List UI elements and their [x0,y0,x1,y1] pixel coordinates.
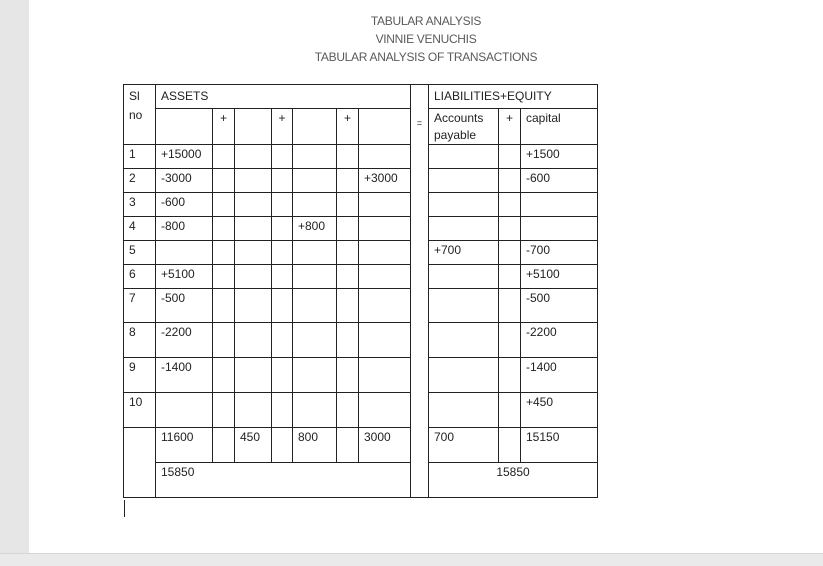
transactions-table [123,84,598,498]
assets-cell[interactable] [235,193,272,217]
plus-gap-cell[interactable] [499,358,521,393]
status-bar [0,553,823,566]
capital-header[interactable]: capital [521,109,598,145]
grand-total-liabilities-equity[interactable]: 15850 [429,463,598,498]
assets-cell[interactable] [359,289,411,323]
title-line-1: TABULAR ANALYSIS [370,14,482,28]
plus-gap-cell[interactable] [272,241,293,265]
assets-cell[interactable]: -3000 [156,169,213,193]
sl-no-cell[interactable]: 10 [124,393,156,428]
sl-no-cell[interactable]: 4 [124,217,156,241]
plus-gap-cell[interactable] [272,323,293,358]
assets-cell[interactable] [235,358,272,393]
accounts-payable-cell[interactable] [429,265,499,289]
table-body [124,85,598,498]
assets-cell[interactable]: -1400 [156,358,213,393]
plus-gap-cell[interactable] [499,265,521,289]
plus-gap-cell[interactable] [499,393,521,428]
accounts-payable-cell[interactable] [429,145,499,169]
capital-cell[interactable]: -600 [521,169,598,193]
assets-cell[interactable] [235,145,272,169]
assets-cell[interactable] [359,193,411,217]
assets-cell[interactable] [235,265,272,289]
plus-sign[interactable]: + [337,109,359,145]
assets-cell[interactable] [293,145,337,169]
assets-cell[interactable] [235,169,272,193]
table-row [124,109,598,145]
assets-cell[interactable]: -600 [156,193,213,217]
assets-cell[interactable] [293,193,337,217]
plus-gap-cell[interactable] [499,193,521,217]
plus-gap-cell[interactable] [272,393,293,428]
assets-sub-1[interactable] [156,109,213,145]
plus-gap-cell[interactable] [337,428,359,463]
plus-gap-cell[interactable] [213,393,235,428]
table-row [124,145,598,169]
plus-gap-cell[interactable] [272,169,293,193]
assets-cell[interactable] [359,145,411,169]
assets-cell[interactable] [235,323,272,358]
capital-cell[interactable]: -700 [521,241,598,265]
table-row [124,428,598,463]
plus-gap-cell[interactable] [499,169,521,193]
assets-cell[interactable] [235,217,272,241]
sl-no-empty[interactable] [124,428,156,498]
accounts-payable-cell[interactable] [429,393,499,428]
assets-header[interactable]: ASSETS [156,85,411,109]
plus-gap-cell[interactable] [337,193,359,217]
total-cell[interactable]: 3000 [359,428,411,463]
sl-no-cell[interactable]: 2 [124,169,156,193]
plus-gap-cell[interactable] [499,241,521,265]
plus-gap-cell[interactable] [337,145,359,169]
table-row [124,265,598,289]
accounts-payable-cell[interactable] [429,323,499,358]
assets-cell[interactable] [293,323,337,358]
table-row [124,289,598,323]
assets-cell[interactable]: -500 [156,289,213,323]
plus-gap-cell[interactable] [272,428,293,463]
table-row [124,217,598,241]
grand-total-assets[interactable]: 15850 [156,463,411,498]
table-row [124,463,598,498]
plus-gap-cell[interactable] [499,428,521,463]
table-row [124,393,598,428]
capital-cell[interactable]: -500 [521,289,598,323]
assets-cell[interactable] [359,265,411,289]
text-cursor [124,500,125,517]
assets-cell[interactable] [235,393,272,428]
total-cell[interactable]: 450 [235,428,272,463]
plus-gap-cell[interactable] [337,358,359,393]
capital-cell[interactable] [521,217,598,241]
capital-cell[interactable]: -2200 [521,323,598,358]
table-row [124,358,598,393]
liabilities-equity-header[interactable]: LIABILITIES+EQUITY [429,85,598,109]
plus-gap-cell[interactable] [337,393,359,428]
plus-sign[interactable]: + [499,109,521,145]
assets-cell[interactable] [293,358,337,393]
left-gutter [0,0,29,553]
plus-gap-cell[interactable] [499,289,521,323]
assets-cell[interactable] [156,393,213,428]
assets-cell[interactable] [156,241,213,265]
accounts-payable-header[interactable]: Accounts payable [429,109,499,145]
sl-no-cell[interactable]: 6 [124,265,156,289]
plus-sign[interactable]: + [272,109,293,145]
table-row [124,85,598,109]
assets-cell[interactable] [293,241,337,265]
title-line-2: VINNIE VENUCHIS [375,32,477,46]
total-cell[interactable]: 15150 [521,428,598,463]
accounts-payable-cell[interactable] [429,358,499,393]
plus-sign[interactable]: + [213,109,235,145]
plus-gap-cell[interactable] [213,358,235,393]
plus-gap-cell[interactable] [337,217,359,241]
table-row [124,241,598,265]
plus-gap-cell[interactable] [499,145,521,169]
plus-gap-cell[interactable] [213,145,235,169]
plus-gap-cell[interactable] [213,241,235,265]
plus-gap-cell[interactable] [213,289,235,323]
assets-cell[interactable]: +3000 [359,169,411,193]
capital-cell[interactable] [521,193,598,217]
plus-gap-cell[interactable] [337,265,359,289]
plus-gap-cell[interactable] [337,169,359,193]
document-header [29,12,823,66]
sl-no-cell[interactable]: 9 [124,358,156,393]
assets-cell[interactable]: +15000 [156,145,213,169]
sl-no-cell[interactable]: 5 [124,241,156,265]
assets-cell[interactable] [293,289,337,323]
assets-sub-3[interactable] [293,109,337,145]
capital-cell[interactable]: +1500 [521,145,598,169]
sl-no-cell[interactable]: 7 [124,289,156,323]
assets-cell[interactable] [359,323,411,358]
plus-gap-cell[interactable] [337,289,359,323]
plus-gap-cell[interactable] [272,265,293,289]
plus-gap-cell[interactable] [213,428,235,463]
assets-cell[interactable] [293,169,337,193]
sl-no-cell[interactable]: 8 [124,323,156,358]
plus-gap-cell[interactable] [213,265,235,289]
sl-no-cell[interactable]: 1 [124,145,156,169]
total-cell[interactable]: 800 [293,428,337,463]
assets-cell[interactable]: +800 [293,217,337,241]
title-line-3: TABULAR ANALYSIS OF TRANSACTIONS [314,50,538,64]
assets-cell[interactable] [359,393,411,428]
capital-cell[interactable]: +5100 [521,265,598,289]
plus-gap-cell[interactable] [213,217,235,241]
sl-no-cell[interactable]: 3 [124,193,156,217]
plus-gap-cell[interactable] [499,217,521,241]
total-cell[interactable]: 700 [429,428,499,463]
accounts-payable-cell[interactable] [429,169,499,193]
table-row [124,169,598,193]
plus-gap-cell[interactable] [213,169,235,193]
equals-sign: = [416,118,423,128]
assets-cell[interactable] [293,393,337,428]
capital-cell[interactable]: -1400 [521,358,598,393]
table-row [124,323,598,358]
plus-gap-cell[interactable] [337,323,359,358]
sl-no-header[interactable]: Sl no [124,85,156,145]
plus-gap-cell[interactable] [213,323,235,358]
plus-gap-cell[interactable] [499,323,521,358]
assets-cell[interactable] [359,358,411,393]
assets-sub-2[interactable] [235,109,272,145]
assets-cell[interactable] [293,265,337,289]
plus-gap-cell[interactable] [272,289,293,323]
table-row [124,193,598,217]
accounts-payable-cell[interactable] [429,193,499,217]
assets-cell[interactable]: +5100 [156,265,213,289]
plus-gap-cell[interactable] [272,217,293,241]
assets-cell[interactable] [359,217,411,241]
plus-gap-cell[interactable] [213,193,235,217]
accounts-payable-cell[interactable] [429,217,499,241]
assets-cell[interactable] [235,241,272,265]
total-cell[interactable]: 11600 [156,428,213,463]
assets-cell[interactable] [359,241,411,265]
accounts-payable-cell[interactable] [429,289,499,323]
assets-cell[interactable] [235,289,272,323]
capital-cell[interactable]: +450 [521,393,598,428]
plus-gap-cell[interactable] [272,358,293,393]
equals-column-header[interactable] [411,85,429,498]
plus-gap-cell[interactable] [272,145,293,169]
assets-cell[interactable]: -800 [156,217,213,241]
accounts-payable-cell[interactable]: +700 [429,241,499,265]
plus-gap-cell[interactable] [272,193,293,217]
plus-gap-cell[interactable] [337,241,359,265]
assets-sub-4[interactable] [359,109,411,145]
assets-cell[interactable]: -2200 [156,323,213,358]
